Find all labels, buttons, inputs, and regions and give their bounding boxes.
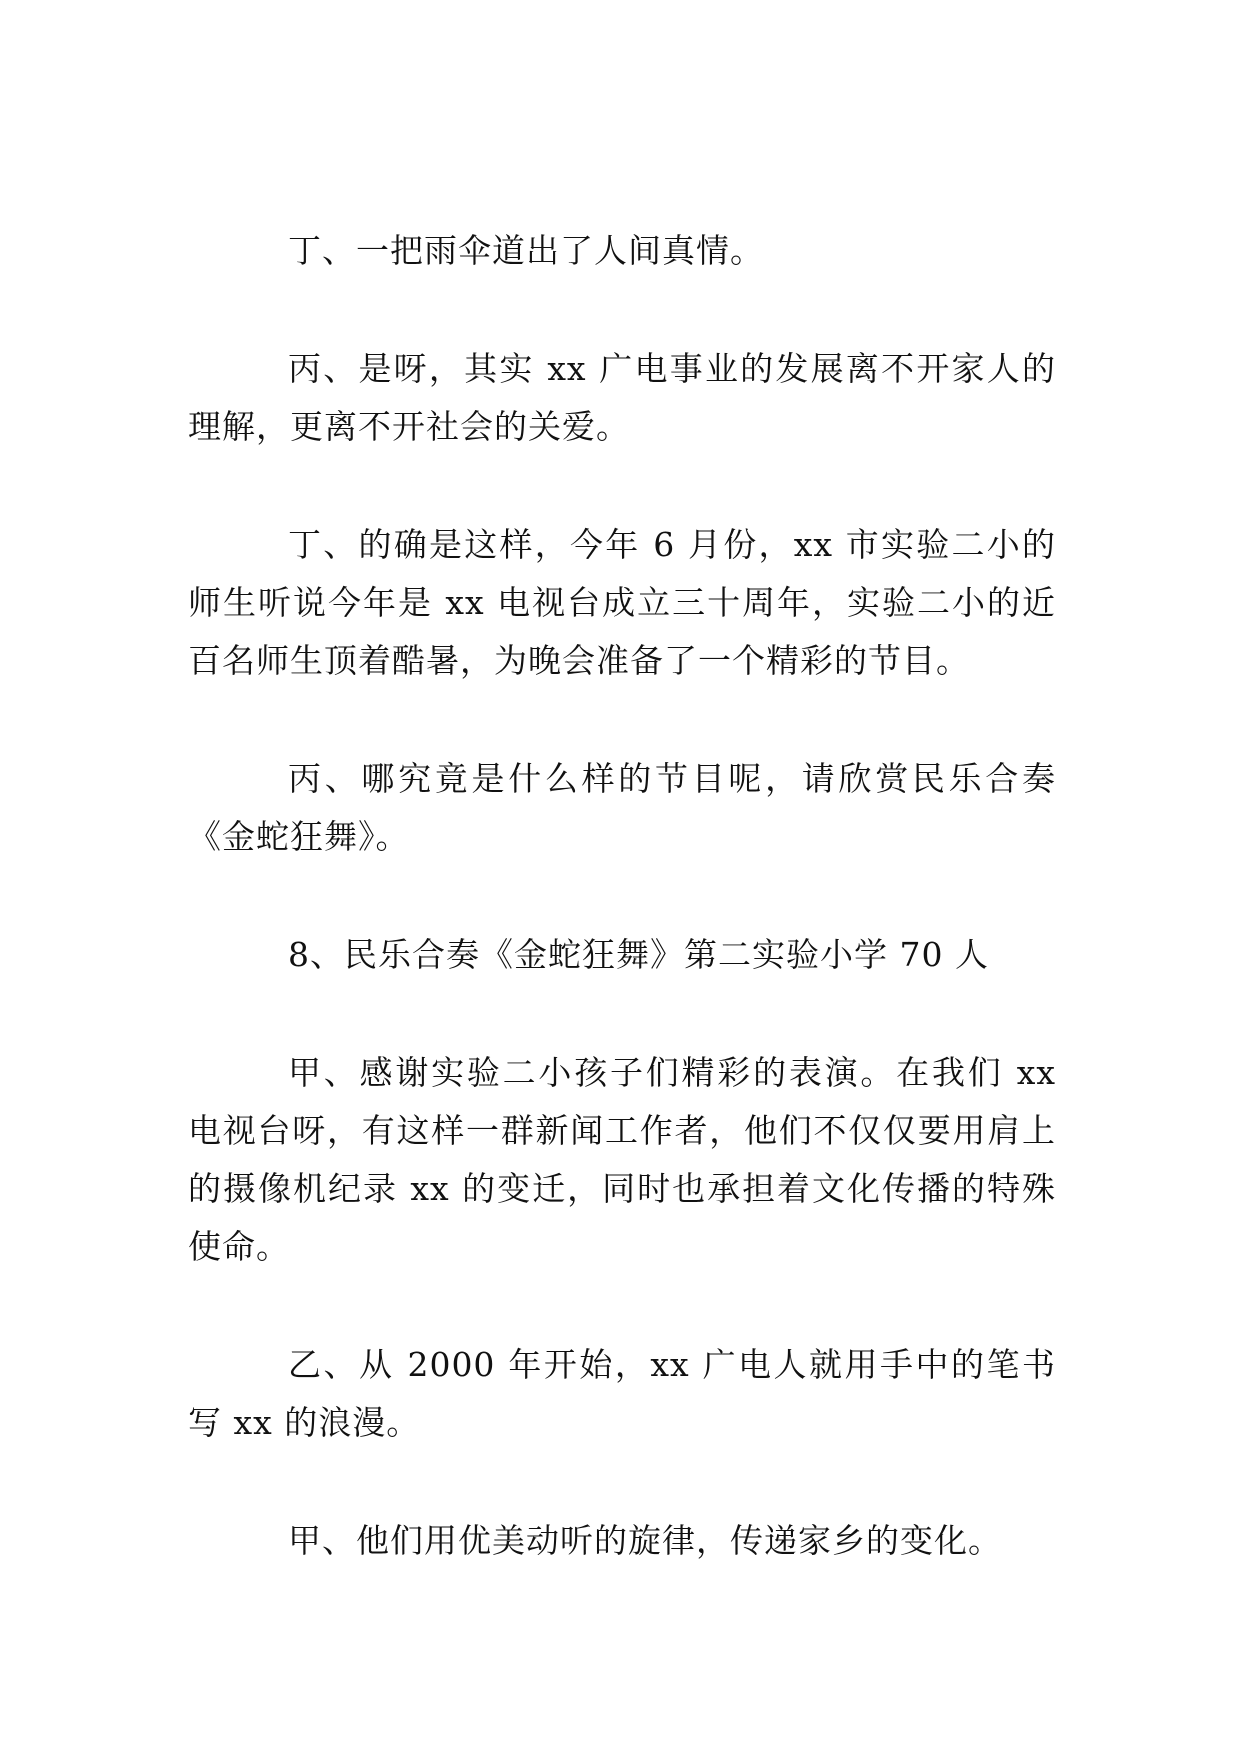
paragraph-8: 甲、他们用优美动听的旋律，传递家乡的变化。 bbox=[288, 1521, 1002, 1560]
paragraph-1: 丁、一把雨伞道出了人间真情。 bbox=[288, 231, 764, 270]
paragraph-7: 乙、从 2000 年开始，xx 广电人就用手中的笔书写 xx 的浪漫。 bbox=[188, 1345, 1056, 1442]
document-body bbox=[188, 222, 1056, 1630]
paragraph-2: 丙、是呀，其实 xx 广电事业的发展离不开家人的理解，更离不开社会的关爱。 bbox=[188, 349, 1056, 446]
paragraph-6: 甲、感谢实验二小孩子们精彩的表演。在我们 xx 电视台呀，有这样一群新闻工作者，他们不仅仅要用肩上的摄像机纪录 xx 的变迁，同时也承担着文化传播的特殊使命。 bbox=[188, 1053, 1056, 1266]
program-item-8: 8、民乐合奏《金蛇狂舞》第二实验小学 70 人 bbox=[288, 935, 989, 974]
paragraph-4: 丙、哪究竟是什么样的节目呢，请欣赏民乐合奏《金蛇狂舞》。 bbox=[188, 759, 1056, 856]
paragraph-3: 丁、的确是这样，今年 6 月份，xx 市实验二小的师生听说今年是 xx 电视台成立三十周年，实验二小的近百名师生顶着酷暑，为晚会准备了一个精彩的节目。 bbox=[188, 525, 1056, 680]
